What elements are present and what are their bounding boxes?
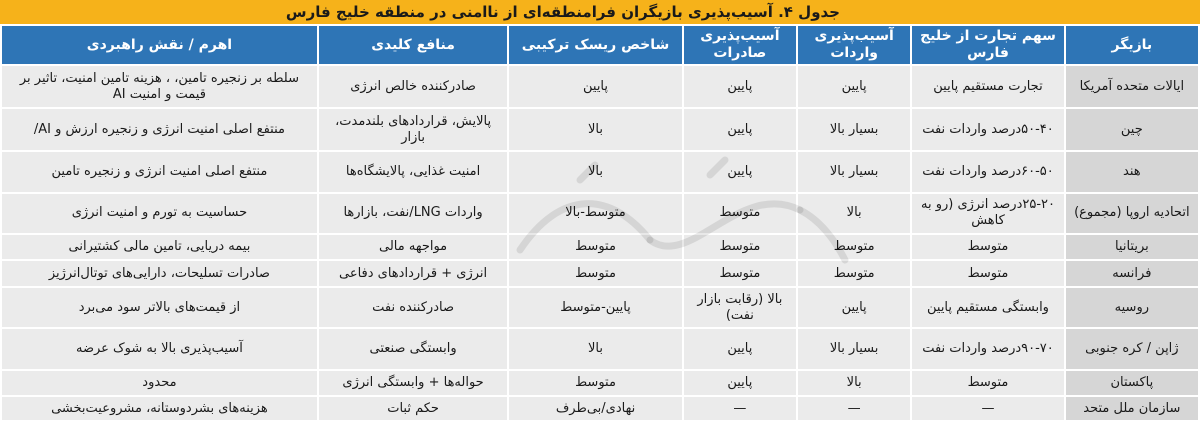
import-vulnerability-cell: بالا — [798, 371, 910, 396]
import-vulnerability-cell: متوسط — [798, 235, 910, 260]
import-vulnerability-cell: بسیار بالا — [798, 152, 910, 191]
actor-cell: ژاپن / کره جنوبی — [1066, 329, 1198, 368]
strategic-role-cell: از قیمت‌های بالاتر سود می‌برد — [2, 288, 317, 327]
strategic-role-cell: صادرات تسلیحات، دارایی‌های توتال‌انرژیز — [2, 261, 317, 286]
risk-index-cell: متوسط-بالا — [509, 194, 681, 233]
risk-index-cell: متوسط — [509, 261, 681, 286]
actor-cell: اتحادیه اروپا (مجموع) — [1066, 194, 1198, 233]
trade-share-cell: متوسط — [912, 261, 1063, 286]
trade-share-cell: متوسط — [912, 235, 1063, 260]
export-vulnerability-cell: متوسط — [684, 235, 796, 260]
actor-cell: فرانسه — [1066, 261, 1198, 286]
risk-index-cell: متوسط — [509, 371, 681, 396]
header-trade-share: سهم تجارت از خلیج فارس — [912, 26, 1063, 64]
trade-share-cell: تجارت مستقیم پایین — [912, 66, 1063, 107]
strategic-role-cell: منتفع اصلی امنیت انرژی و زنجیره ارزش و AI/ — [2, 109, 317, 150]
risk-index-cell: پایین — [509, 66, 681, 107]
header-actor: بازیگر — [1066, 26, 1198, 64]
key-interests-cell: واردات LNG/نفت، بازارها — [319, 194, 507, 233]
actor-cell: ایالات متحده آمریکا — [1066, 66, 1198, 107]
strategic-role-cell: حساسیت به تورم و امنیت انرژی — [2, 194, 317, 233]
header-key-interests: منافع کلیدی — [319, 26, 507, 64]
export-vulnerability-cell: متوسط — [684, 261, 796, 286]
header-import-vulnerability: آسیب‌پذیری واردات — [798, 26, 910, 64]
key-interests-cell: حکم ثبات — [319, 397, 507, 420]
table-title: جدول ۴. آسیب‌پذیری بازیگران فرامنطقه‌ای از ناامنی در منطقه خلیج فارس — [285, 3, 840, 21]
import-vulnerability-cell: پایین — [798, 288, 910, 327]
header-export-vulnerability: آسیب‌پذیری صادرات — [684, 26, 796, 64]
risk-index-cell: متوسط — [509, 235, 681, 260]
trade-share-cell: ۵۰-۴۰درصد واردات نفت — [912, 109, 1063, 150]
import-vulnerability-cell: متوسط — [798, 261, 910, 286]
key-interests-cell: امنیت غذایی، پالایشگاه‌ها — [319, 152, 507, 191]
actor-cell: بریتانیا — [1066, 235, 1198, 260]
strategic-role-cell: آسیب‌پذیری بالا به شوک عرضه — [2, 329, 317, 368]
risk-index-cell: نهادی/بی‌طرف — [509, 397, 681, 420]
export-vulnerability-cell: پایین — [684, 329, 796, 368]
strategic-role-cell: سلطه بر زنجیره تامین، ، هزینه تامین امنیت، تاثیر بر قیمت و امنیت AI — [2, 66, 317, 107]
vulnerability-table — [0, 24, 1200, 422]
title-bar — [0, 0, 1200, 24]
table-row — [2, 288, 1198, 327]
table-row — [2, 235, 1198, 260]
header-row — [2, 26, 1198, 64]
risk-index-cell: پایین-متوسط — [509, 288, 681, 327]
key-interests-cell: صادرکننده خالص انرژی — [319, 66, 507, 107]
trade-share-cell: متوسط — [912, 371, 1063, 396]
export-vulnerability-cell: متوسط — [684, 194, 796, 233]
table-row — [2, 194, 1198, 233]
export-vulnerability-cell: پایین — [684, 371, 796, 396]
actor-cell: هند — [1066, 152, 1198, 191]
table-row — [2, 397, 1198, 420]
trade-share-cell: ۶۰-۵۰درصد واردات نفت — [912, 152, 1063, 191]
import-vulnerability-cell: بسیار بالا — [798, 329, 910, 368]
trade-share-cell: — — [912, 397, 1063, 420]
key-interests-cell: پالایش، قراردادهای بلندمدت، بازار — [319, 109, 507, 150]
table-row — [2, 109, 1198, 150]
export-vulnerability-cell: بالا (رقابت بازار نفت) — [684, 288, 796, 327]
table-row — [2, 261, 1198, 286]
trade-share-cell: ۲۵-۲۰درصد انرژی (رو به کاهش — [912, 194, 1063, 233]
actor-cell: سازمان ملل متحد — [1066, 397, 1198, 420]
actor-cell: چین — [1066, 109, 1198, 150]
header-strategic-role: اهرم / نقش راهبردی — [2, 26, 317, 64]
key-interests-cell: حواله‌ها + وابستگی انرژی — [319, 371, 507, 396]
actor-cell: روسیه — [1066, 288, 1198, 327]
trade-share-cell: وابستگی مستقیم پایین — [912, 288, 1063, 327]
export-vulnerability-cell: پایین — [684, 66, 796, 107]
import-vulnerability-cell: بالا — [798, 194, 910, 233]
actor-cell: پاکستان — [1066, 371, 1198, 396]
trade-share-cell: ۹۰-۷۰درصد واردات نفت — [912, 329, 1063, 368]
table-row — [2, 329, 1198, 368]
key-interests-cell: صادرکننده نفت — [319, 288, 507, 327]
key-interests-cell: مواجهه مالی — [319, 235, 507, 260]
risk-index-cell: بالا — [509, 329, 681, 368]
key-interests-cell: وابستگی صنعتی — [319, 329, 507, 368]
import-vulnerability-cell: — — [798, 397, 910, 420]
table-row — [2, 66, 1198, 107]
import-vulnerability-cell: پایین — [798, 66, 910, 107]
header-risk-index: شاخص ریسک ترکیبی — [509, 26, 681, 64]
import-vulnerability-cell: بسیار بالا — [798, 109, 910, 150]
key-interests-cell: انرژی + قراردادهای دفاعی — [319, 261, 507, 286]
export-vulnerability-cell: پایین — [684, 109, 796, 150]
export-vulnerability-cell: — — [684, 397, 796, 420]
strategic-role-cell: منتفع اصلی امنیت انرژی و زنجیره تامین — [2, 152, 317, 191]
export-vulnerability-cell: پایین — [684, 152, 796, 191]
strategic-role-cell: هزینه‌های بشردوستانه، مشروعیت‌بخشی — [2, 397, 317, 420]
table-row — [2, 152, 1198, 191]
table-row — [2, 371, 1198, 396]
strategic-role-cell: محدود — [2, 371, 317, 396]
risk-index-cell: بالا — [509, 109, 681, 150]
strategic-role-cell: بیمه دریایی، تامین مالی کشتیرانی — [2, 235, 317, 260]
risk-index-cell: بالا — [509, 152, 681, 191]
